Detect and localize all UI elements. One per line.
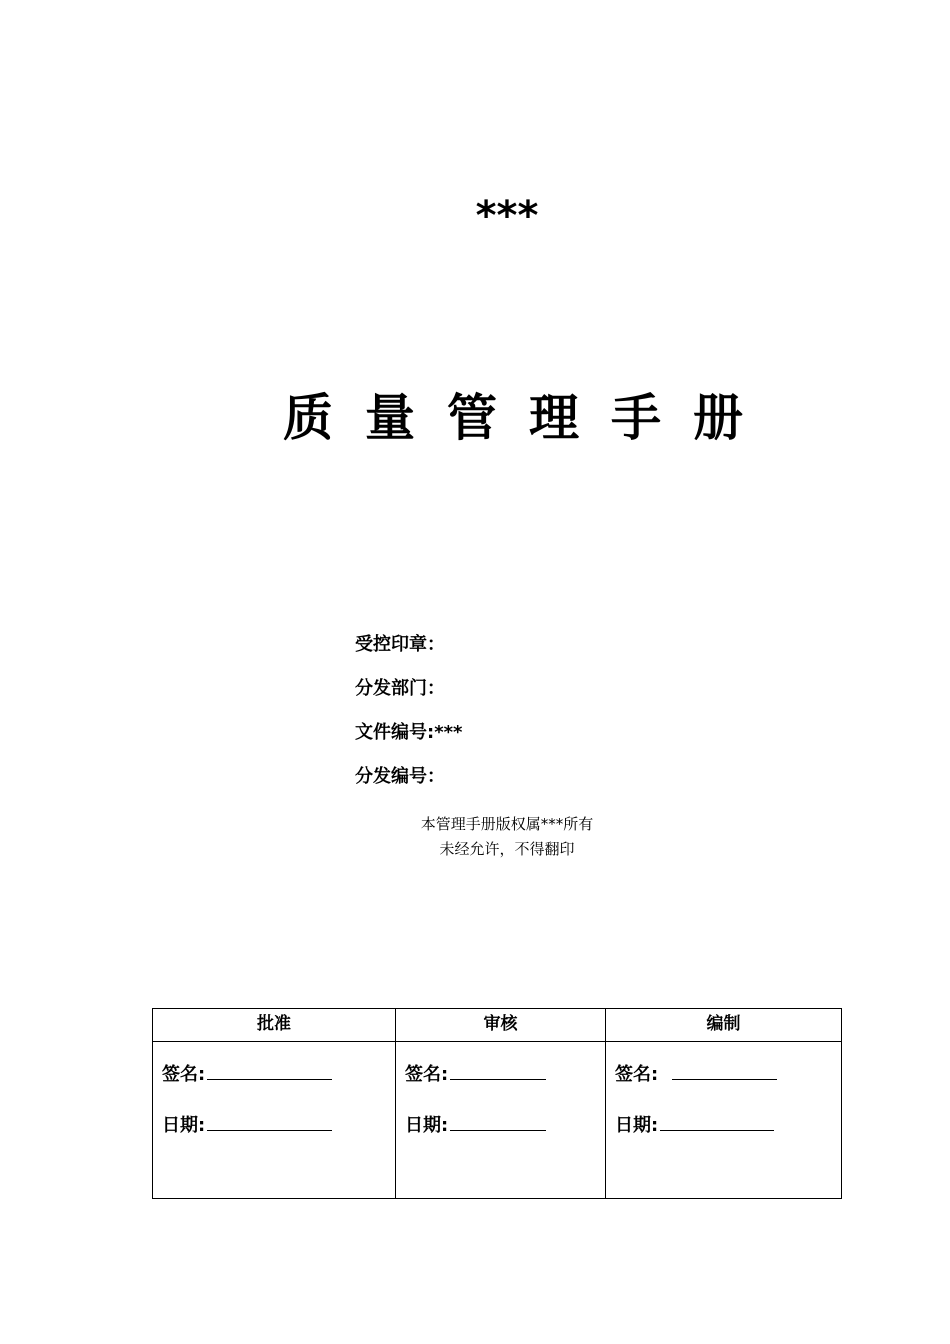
header-review: 审核 <box>396 1009 606 1042</box>
date-blank[interactable] <box>450 1112 546 1131</box>
title-char: 册 <box>693 388 743 447</box>
date-label: 日期: <box>405 1115 449 1136</box>
compile-signature <box>615 1061 777 1087</box>
date-label: 日期: <box>162 1115 206 1136</box>
company-name: *** <box>475 193 539 239</box>
controlled-stamp-field: 受控印章： <box>355 634 445 655</box>
signature-label: 签名: <box>405 1064 449 1085</box>
approve-date <box>162 1112 332 1138</box>
distribution-number-field: 分发编号： <box>355 766 445 787</box>
approval-table <box>152 1008 842 1199</box>
signature-blank[interactable] <box>207 1061 332 1080</box>
review-cell <box>396 1042 606 1199</box>
signature-label: 签名: <box>162 1064 206 1085</box>
header-approve: 批准 <box>153 1009 396 1042</box>
approve-signature <box>162 1061 332 1087</box>
date-blank[interactable] <box>207 1112 332 1131</box>
document-number-field: 文件编号:*** <box>355 722 463 743</box>
title-char: 管 <box>447 388 497 447</box>
title-char: 质 <box>283 388 333 447</box>
approve-cell <box>153 1042 396 1199</box>
copyright-notice: 本管理手册版权属***所有 <box>420 815 594 833</box>
review-date <box>405 1112 546 1138</box>
title-char: 手 <box>611 388 661 447</box>
compile-date <box>615 1112 774 1138</box>
distribution-dept-field: 分发部门： <box>355 678 445 699</box>
compile-cell <box>606 1042 842 1199</box>
reprint-notice: 未经允许，不得翻印 <box>439 840 575 858</box>
header-compile: 编制 <box>606 1009 842 1042</box>
review-signature <box>405 1061 546 1087</box>
title-char: 量 <box>365 388 415 447</box>
date-label: 日期: <box>615 1115 659 1136</box>
date-blank[interactable] <box>660 1112 774 1131</box>
signature-blank[interactable] <box>450 1061 546 1080</box>
signature-blank[interactable] <box>672 1061 777 1080</box>
manual-title <box>283 385 743 451</box>
title-char: 理 <box>529 388 579 447</box>
signature-label: 签名: <box>615 1064 659 1085</box>
